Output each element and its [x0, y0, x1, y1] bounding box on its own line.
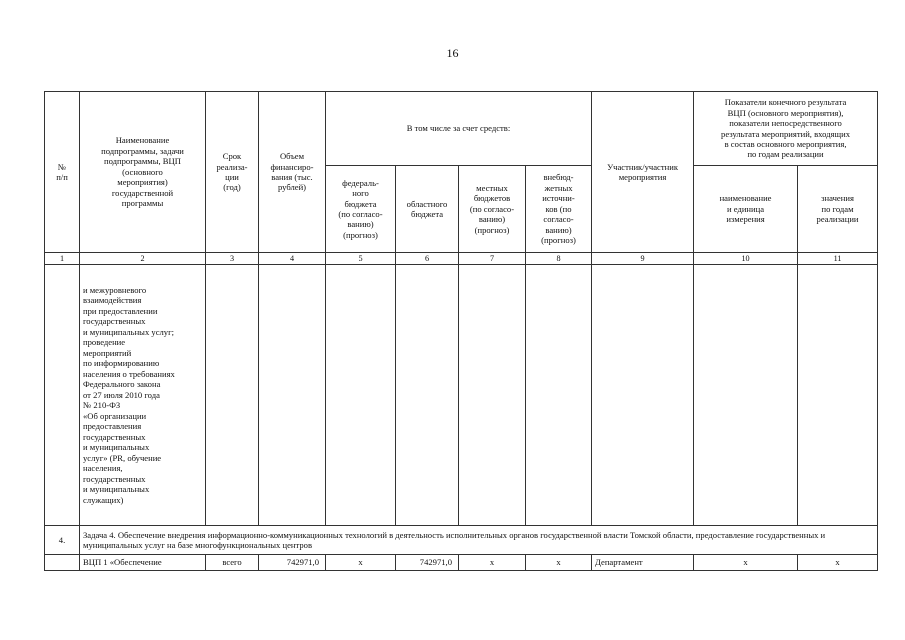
vcp-federal: х: [326, 555, 396, 571]
col-number: 4: [259, 253, 326, 265]
col-number: 8: [526, 253, 592, 265]
column-number-row: [45, 253, 878, 265]
cell: [694, 265, 798, 526]
header-participant: Участник/участник мероприятия: [592, 92, 694, 253]
cell: [459, 265, 526, 526]
vcp-local: х: [459, 555, 526, 571]
col-number: 5: [326, 253, 396, 265]
header-federal: федераль- ного бюджета (по согласо- ванию) (прогноз): [326, 166, 396, 253]
page-number: 16: [446, 46, 459, 60]
vcp-participant: Департамент: [592, 555, 694, 571]
cell: [526, 265, 592, 526]
cell: [45, 265, 80, 526]
col-number: 1: [45, 253, 80, 265]
header-indicators: Показатели конечного результата ВЦП (основного мероприятия), показатели непосредственного результата мероприятий, входящих в состав основного мероприятия, по годам реализации: [694, 92, 878, 166]
col-number: 9: [592, 253, 694, 265]
vcp-row: [45, 555, 878, 571]
header-including: В том числе за счет средств:: [326, 92, 592, 166]
col-number: 6: [396, 253, 459, 265]
header-volume: Объем финансиро- вания (тыс. рублей): [259, 92, 326, 253]
vcp-term: всего: [206, 555, 259, 571]
col-number: 10: [694, 253, 798, 265]
task-number: 4.: [45, 526, 80, 555]
task-text: Задача 4. Обеспечение внедрения информационно-коммуникационных технологий в деятельность исполнительных органов государственной власти Томской области, предоставление государственных и муниципальных услуг на базе многофункциональных центров: [80, 526, 878, 555]
task-row: [45, 526, 878, 555]
col-number: 3: [206, 253, 259, 265]
table-row: [45, 265, 878, 526]
header-local: местных бюджетов (по согласо- ванию) (прогноз): [459, 166, 526, 253]
header-term: Срок реализа- ции (год): [206, 92, 259, 253]
col-number: 7: [459, 253, 526, 265]
cell: [798, 265, 878, 526]
col-number: 11: [798, 253, 878, 265]
cell: [206, 265, 259, 526]
vcp-extrabudget: х: [526, 555, 592, 571]
continued-text-cell: и межуровневого взаимодействия при предоставлении государственных и муниципальных услуг; проведение мероприятий по информированию населения о требованиях Федерального закона от 27 июля 2010 года № 210-ФЗ «Об организации предоставления государственных и муниципальных услуг» (PR, обучение населения, государственных и муниципальных служащих): [80, 265, 206, 526]
vcp-name: ВЦП 1 «Обеспечение: [80, 555, 206, 571]
vcp-ind-name: х: [694, 555, 798, 571]
cell: [326, 265, 396, 526]
header-num: № п/п: [45, 92, 80, 253]
cell: [592, 265, 694, 526]
header-name: Наименование подпрограммы, задачи подпрограммы, ВЦП (основного мероприятия) государственной программы: [80, 92, 206, 253]
header-ind-values: значения по годам реализации: [798, 166, 878, 253]
cell: [45, 555, 80, 571]
header-extrabudget: внебюд- жетных источни- ков (по согласо- ванию) (прогноз): [526, 166, 592, 253]
vcp-ind-values: х: [798, 555, 878, 571]
cell: [259, 265, 326, 526]
vcp-regional: 742971,0: [396, 555, 459, 571]
col-number: 2: [80, 253, 206, 265]
cell: [396, 265, 459, 526]
vcp-volume: 742971,0: [259, 555, 326, 571]
program-table: [44, 91, 878, 571]
header-ind-name: наименование и единица измерения: [694, 166, 798, 253]
header-regional: областного бюджета: [396, 166, 459, 253]
